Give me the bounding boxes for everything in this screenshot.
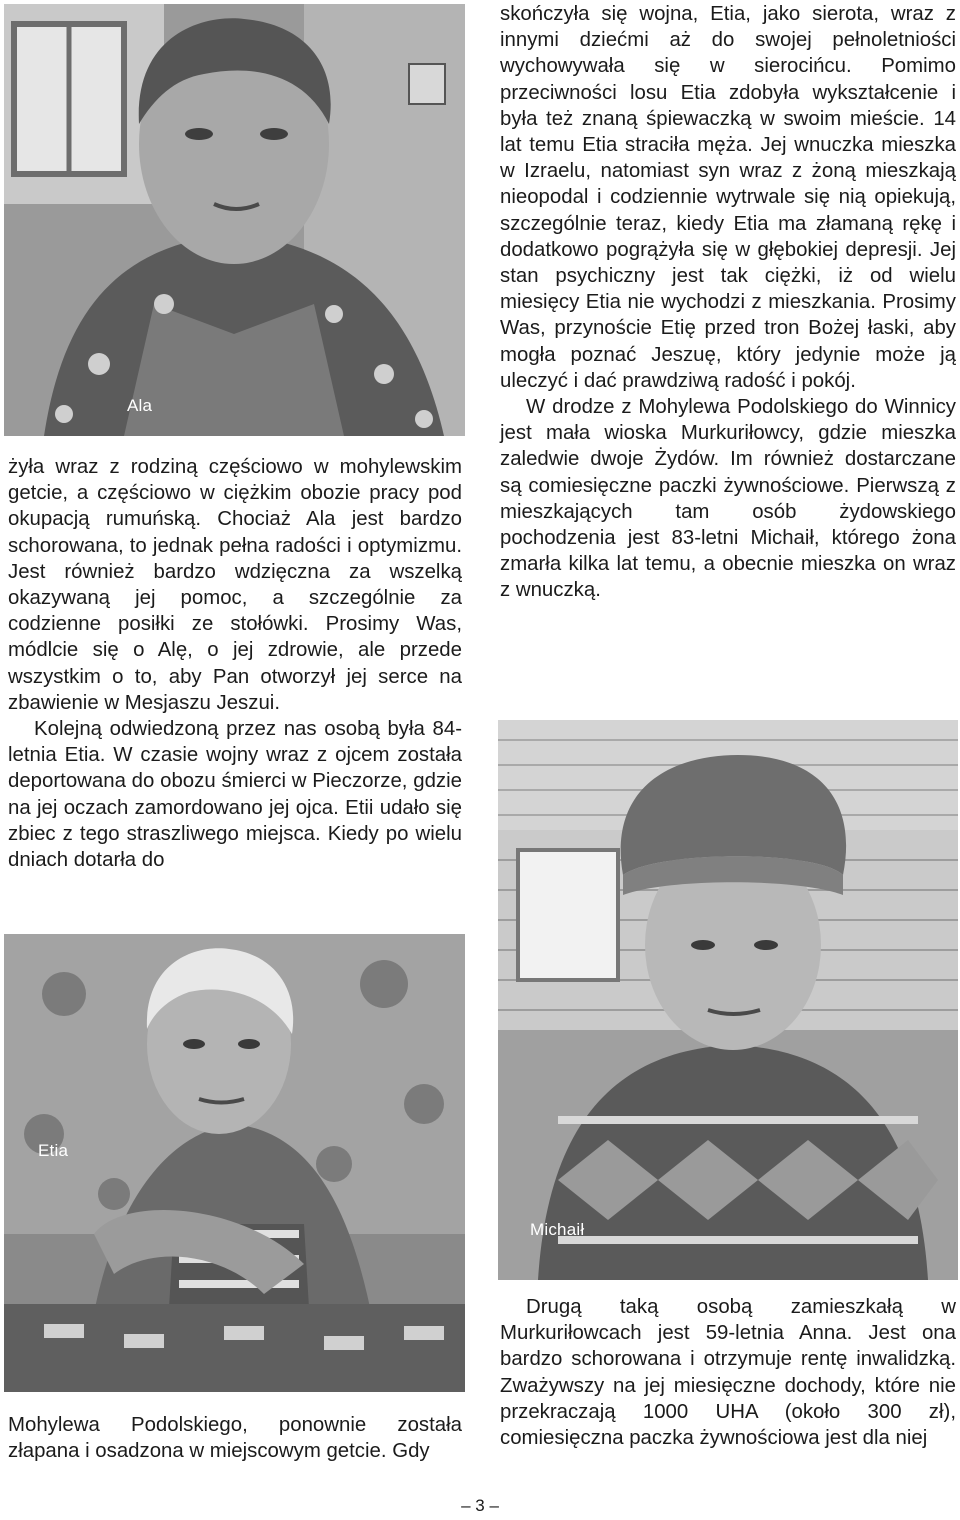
photo-ala [4, 4, 465, 436]
right-paragraph-2: W drodze z Mohylewa Podolskiego do Winnicy jest mała wioska Murkuriłowcy, gdzie mieszka zaledwie dwoje Żydów. Im również dostarczane są comiesięczne paczki żywnościowe. Pierwszą z mieszkających tam osób żydowskiego pochodzenia jest 83-letni Michaił, którego żona zmarła kilka lat temu, a obecnie mieszka on wraz z wnuczką. [500, 396, 956, 602]
photo-etia-caption: Etia [38, 1141, 69, 1160]
left-paragraph-1: żyła wraz z rodziną częściowo w mohylewskim getcie, a częściowo w ciężkim obozie pracy pod okupacją rumuńską. Chociaż Ala jest bardzo schorowana, to jednak pełna radości i optymizmu. Jest również bardzo wdzięczna za wszelką okazywaną jej pomoc, a szczególnie za codzienne posiłki ze stołówki. Prosimy Was, módlcie się o Alę, o jej zdrowie, ale przede wszystkim o to, aby Pan otworzył jej serce na zbawienie w Mesjaszu Jeszui. [8, 456, 462, 714]
left-column-bottom-text [8, 1412, 462, 1464]
right-paragraph-3: Drugą taką osobą zamieszkałą w Murkuriłowcach jest 59-letnia Anna. Jest ona bardzo schorowana i otrzymuje rentę inwalidzką. Zważywszy na jej miesięczne dochody, które nie przekraczają 1000 UHA (około 300 zł), comiesięczna paczka żywnościowa jest dla niej [500, 1296, 956, 1450]
photo-michail [498, 720, 958, 1280]
right-column-top-text [500, 1, 956, 604]
photo-ala-caption: Ala [127, 396, 153, 415]
photo-ala-image [4, 4, 465, 436]
left-paragraph-3: Mohylewa Podolskiego, ponownie została złapana i osadzona w miejscowym getcie. Gdy [8, 1414, 462, 1463]
photo-michail-caption: Michaił [530, 1220, 585, 1239]
photo-etia-image [4, 934, 465, 1392]
page-number: – 3 – [461, 1496, 499, 1515]
right-paragraph-1: skończyła się wojna, Etia, jako sierota, wraz z innymi dziećmi aż do swojej pełnoletniości wychowywała się w sierocińcu. Pomimo przeciwności losu Etia zdobyła wykształcenie i była też znaną śpiewaczką w swoim mieście. 14 lat temu Etia straciła męża. Jej wnuczka mieszka w Izraelu, natomiast syn wraz z żoną mieszkają nieopodal i codziennie wytrwale się nią opiekują, szczególnie teraz, kiedy Etia ma złamaną rękę i dodatkowo pogrążyła się w głębokiej depresji. Jej stan psychiczny jest tak ciężki, iż od wielu miesięcy Etia nie wychodzi z mieszkania. Prosimy Was, przynoście Etię przed tron Bożej łaski, aby mogła poznać Jeszuę, który jedynie może ją uleczyć i dać prawdziwą radość i pokój. [500, 3, 956, 392]
photo-etia [4, 934, 465, 1392]
photo-michail-image [498, 720, 958, 1280]
left-column-top-text [8, 454, 462, 873]
left-paragraph-2: Kolejną odwiedzoną przez nas osobą była 84-letnia Etia. W czasie wojny wraz z ojcem została deportowana do obozu śmierci w Pieczorze, gdzie na jej oczach zamordowano jej ojca. Etii udało się zbiec z tego straszliwego miejsca. Kiedy po wielu dniach dotarła do [8, 718, 462, 872]
right-column-bottom-text [500, 1294, 956, 1451]
